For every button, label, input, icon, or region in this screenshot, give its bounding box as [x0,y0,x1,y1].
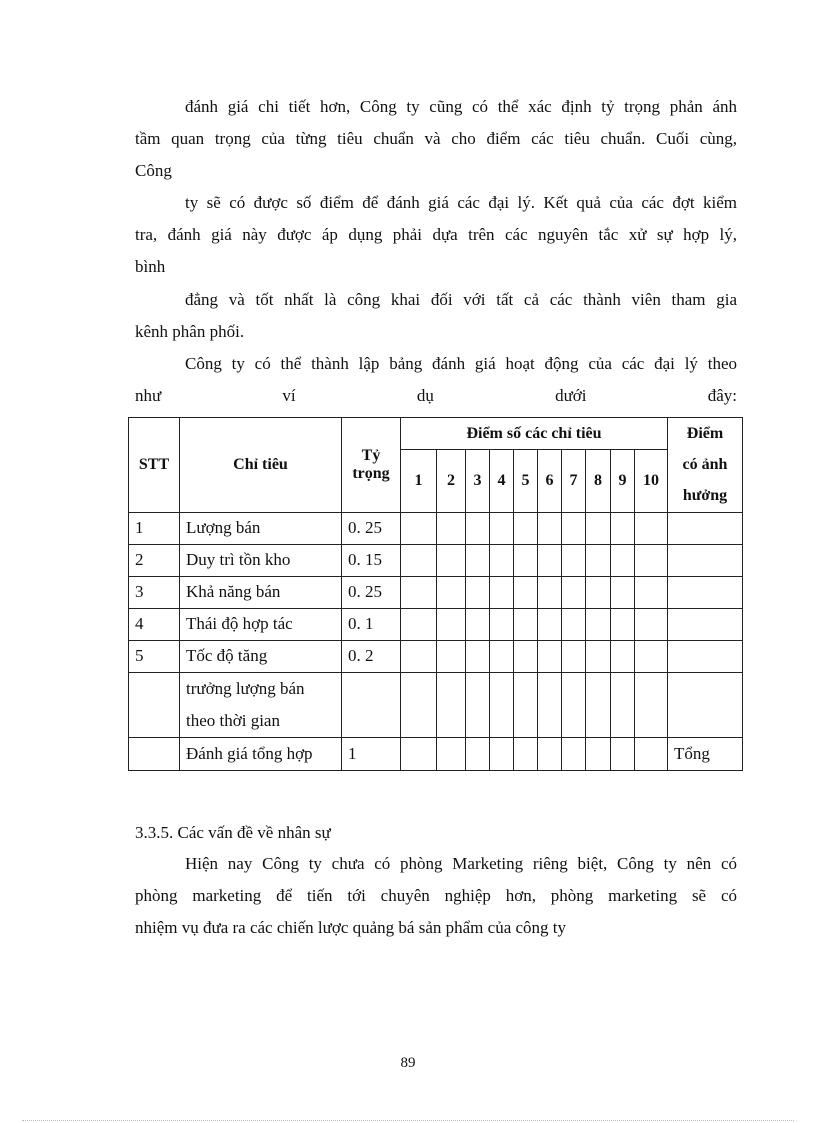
cell-weight: 0. 25 [342,512,401,544]
paragraph-line: Hiện nay Công ty chưa có phòng Marketing riêng biệt, Công ty nên có [185,854,737,873]
score-col-header: 7 [562,450,586,513]
cell-weight: 0. 1 [342,608,401,640]
cell-impact [668,544,743,576]
word: đây: [707,386,737,405]
table-total-row [129,737,743,770]
header-stt: STT [129,418,180,513]
table-row [129,576,743,608]
paragraph-line: Công ty có thể thành lập bảng đánh giá hoạt động của các đại lý theo [185,354,737,373]
paragraph-line: Công [135,161,172,180]
word: dụ [416,386,434,405]
word: ví [282,386,296,405]
cell-weight: 1 [342,737,401,770]
header-weight-line: Tỷ [361,446,381,464]
paragraph-line: tầm quan trọng của từng tiêu chuẩn và cho điểm các tiêu chuẩn. Cuối cùng, [135,129,737,148]
table-header-row [129,418,743,450]
paragraph-line: nhiệm vụ đưa ra các chiến lược quảng bá sản phẩm của công ty [135,918,567,937]
paragraph-line: đánh giá chi tiết hơn, Công ty cũng có thể xác định tỷ trọng phản ánh [185,97,737,116]
header-criteria: Chỉ tiêu [180,418,342,513]
cell-impact [668,576,743,608]
cell-impact: Tổng [668,737,743,770]
cell-criteria: Tốc độ tăng [180,640,342,672]
cell-criteria: Lượng bán [180,512,342,544]
table-row [129,640,743,672]
word: như [135,386,162,405]
paragraph-line-spread [135,380,737,412]
header-impact-line: có ảnh [668,450,743,481]
score-col-header: 2 [437,450,466,513]
paragraph-line: tra, đánh giá này được áp dụng phải dựa trên các nguyên tắc xử sự hợp lý, [135,225,737,244]
cell-weight: 0. 2 [342,640,401,672]
paragraph-line: đẳng và tốt nhất là công khai đối với tất cả các thành viên tham gia [185,290,737,309]
cell-criteria-line: theo thời gian [186,710,280,730]
header-weight [342,418,401,513]
table-row [129,544,743,576]
agent-evaluation-table [128,417,743,771]
cell-weight: 0. 15 [342,544,401,576]
section-heading: 3.3.5. Các vấn đề về nhân sự [135,823,331,842]
cell-stt: 5 [129,640,180,672]
header-scores: Điểm số các chỉ tiêu [401,418,668,450]
score-col-header: 8 [586,450,611,513]
score-col-header: 3 [466,450,490,513]
paragraph-line: ty sẽ có được số điểm để đánh giá các đại lý. Kết quả của các đợt kiểm [185,193,737,212]
score-col-header: 10 [635,450,668,513]
cell-criteria-continued [180,672,342,737]
word: dưới [555,386,587,405]
paragraph-line: phòng marketing để tiến tới chuyên nghiệp hơn, phòng marketing sẽ có [135,886,737,905]
cell-weight: 0. 25 [342,576,401,608]
header-impact-line: hưởng [668,481,743,513]
cell-stt: 2 [129,544,180,576]
paragraph-line: kênh phân phối. [135,322,245,341]
table-row [129,608,743,640]
score-col-header: 6 [538,450,562,513]
cell-criteria: Duy trì tồn kho [180,544,342,576]
cell-stt: 3 [129,576,180,608]
cell-stt: 4 [129,608,180,640]
header-impact-line: Điểm [668,418,743,450]
cell-impact [668,640,743,672]
cell-criteria-line: trưởng lượng bán [186,678,305,698]
cell-criteria: Đánh giá tổng hợp [180,737,342,770]
cell-criteria: Khả năng bán [180,576,342,608]
cell-criteria: Thái độ hợp tác [180,608,342,640]
page-number: 89 [400,1055,416,1071]
page-bottom-divider [22,1120,794,1121]
cell-impact [668,608,743,640]
score-col-header: 4 [490,450,514,513]
table-row [129,512,743,544]
score-col-header: 1 [401,450,437,513]
paragraph-line: bình [135,257,166,276]
header-weight-line: trọng [352,464,390,482]
cell-stt: 1 [129,512,180,544]
cell-impact [668,512,743,544]
score-col-header: 9 [611,450,635,513]
table-row [129,672,743,737]
score-col-header: 5 [514,450,538,513]
